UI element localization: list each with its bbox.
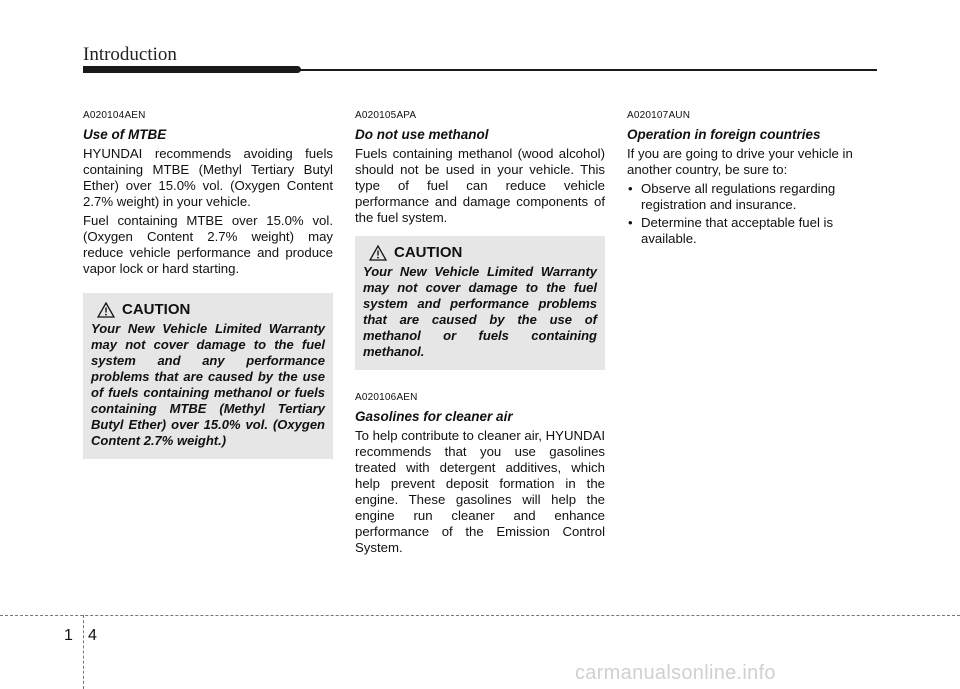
footer-divider [0,615,960,616]
list-item [627,215,877,247]
page-number: 4 [88,627,97,644]
paragraph: If you are going to drive your vehicle in another country, be sure to: [627,146,853,177]
section-heading: Gasolines for cleaner air [355,409,513,424]
caution-title: CAUTION [122,301,191,318]
watermark: carmanualsonline.info [575,662,776,684]
section-heading: Use of MTBE [83,127,167,142]
header-bar-thick [83,66,301,73]
section-code: A020105APA [355,110,417,121]
section-code: A020106AEN [355,392,418,403]
bullet-icon: • [628,181,633,196]
warning-triangle-icon [97,302,115,318]
bullet-icon: • [628,215,633,230]
caution-text: Your New Vehicle Limited Warranty may not cover damage to the fuel system and any performance problems that are caused by the use of fuels containing methanol or fuels containing MTBE (Methyl Tertiary Butyl Ether) over 15.0% vol. (Oxygen Content 2.7% weight.) [91,321,325,448]
caution-header [97,301,325,318]
section-heading: Operation in foreign countries [627,127,821,142]
section-code: A020104AEN [83,110,146,121]
header-bar-thin [300,69,877,71]
paragraph: To help contribute to cleaner air, HYUNDAI recommends that you use gasolines treated with detergent additives, which help prevent deposit formation in the engine. These gasolines will help the engine run cleaner and enhance performance of the Emission Control System. [355,428,605,555]
list-item-text: Determine that acceptable fuel is available. [641,215,834,246]
caution-text: Your New Vehicle Limited Warranty may not cover damage to the fuel system and performance problems that are caused by the use of methanol or fuels containing methanol. [363,264,597,359]
column-2 [355,110,605,559]
caution-title: CAUTION [394,244,463,261]
column-1 [83,110,333,459]
bullet-list [627,181,877,247]
list-item-text: Observe all regulations regarding registration and insurance. [641,181,836,212]
caution-header [369,244,597,261]
paragraph: Fuels containing methanol (wood alcohol) should not be used in your vehicle. This type of fuel can reduce vehicle performance and damage components of the fuel system. [355,146,605,225]
caution-box [355,236,605,370]
section-heading: Do not use methanol [355,127,489,142]
chapter-number: 1 [64,627,73,644]
section-code: A020107AUN [627,110,691,121]
section-title: Introduction [83,44,177,65]
caution-box [83,293,333,459]
list-item [627,181,877,213]
warning-triangle-icon [369,245,387,261]
paragraph: HYUNDAI recommends avoiding fuels containing MTBE (Methyl Tertiary Butyl Ether) over 15.0% vol. (Oxygen Content 2.7% weight) in your vehicle. [83,146,333,209]
footer-divider-vertical [83,615,84,689]
column-3 [627,110,877,249]
paragraph: Fuel containing MTBE over 15.0% vol. (Oxygen Content 2.7% weight) may reduce vehicle performance and produce vapor lock or hard starting. [83,213,333,276]
